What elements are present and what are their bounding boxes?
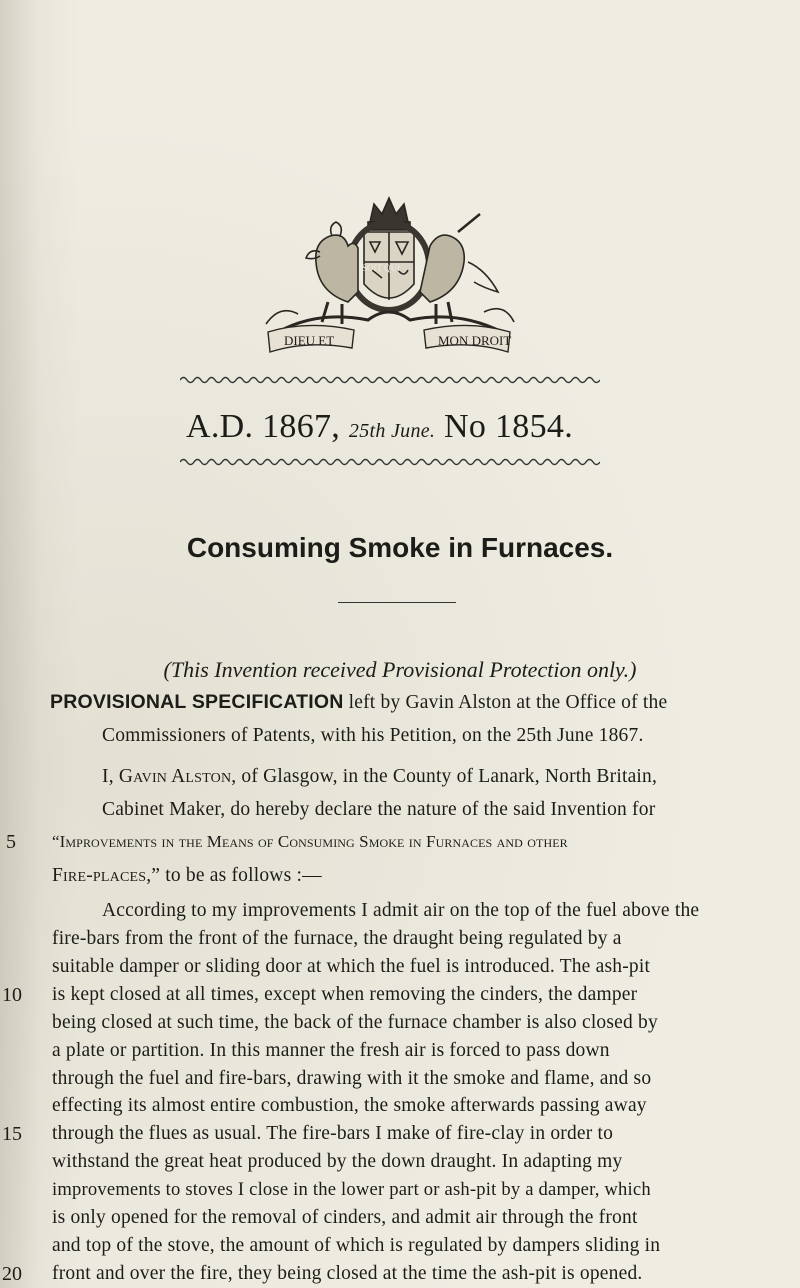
body-line: fire-bars from the front of the furnace, the draught being regulated by a	[52, 928, 622, 949]
body-line: and top of the stove, the amount of which is regulated by dampers sliding in	[52, 1235, 661, 1256]
body-line: effecting its almost entire combustion, the smoke afterwards passing away	[52, 1095, 647, 1116]
body-line: Commissioners of Patents, with his Petition, on the 25th June 1867.	[102, 725, 644, 746]
body-line: through the flues as usual. The fire-bars I make of fire-clay in order to	[52, 1123, 614, 1144]
wavy-rule-top	[180, 374, 600, 386]
body-line: is only opened for the removal of cinders, and admit air through the front	[52, 1207, 638, 1228]
patent-header	[186, 408, 616, 446]
body-line: suitable damper or sliding door at which the fuel is introduced. The ash-pit	[52, 956, 651, 977]
patent-year: A.D. 1867,	[186, 408, 341, 445]
body-line: improvements to stoves I close in the lower part or ash-pit by a damper, which	[52, 1179, 651, 1200]
body-line: is kept closed at all times, except when removing the cinders, the damper	[52, 984, 638, 1005]
provisional-notice: (This Invention received Provisional Protection only.)	[163, 657, 637, 682]
motto-left: DIEU ET	[284, 333, 335, 348]
wavy-rule-bottom	[180, 456, 600, 468]
line-number: 10	[2, 984, 22, 1006]
line-number: 5	[6, 831, 16, 853]
spec-heading: PROVISIONAL SPECIFICATION	[50, 691, 344, 713]
body-line: front and over the fire, they being closed at the time the ash-pit is opened.	[52, 1263, 643, 1284]
royal-coat-of-arms-icon	[258, 192, 520, 364]
body-line: Cabinet Maker, do hereby declare the nature of the said Invention for	[102, 799, 656, 820]
body-line: being closed at such time, the back of the furnace chamber is also closed by	[52, 1012, 658, 1033]
body-line: PROVISIONAL SPECIFICATION left by Gavin Alston at the Office of the	[50, 691, 668, 713]
body-line: through the fuel and fire-bars, drawing with it the smoke and flame, and so	[52, 1068, 652, 1089]
patent-date: 25th June.	[348, 420, 436, 442]
body-line: a plate or partition. In this manner the fresh air is forced to pass down	[52, 1040, 610, 1061]
page-title: Consuming Smoke in Furnaces.	[186, 532, 614, 563]
body-line: withstand the great heat produced by the down draught. In adapting my	[52, 1151, 623, 1172]
invention-title: “Improvements in the Means of Consuming Smoke in Furnaces and other	[52, 832, 568, 851]
line-number: 15	[2, 1123, 22, 1145]
body-line: Fire-places,” to be as follows :—	[52, 865, 322, 886]
divider	[338, 602, 456, 603]
line-number: 20	[2, 1263, 22, 1285]
inventor-name: Gavin Alston	[118, 766, 232, 787]
motto-center: SOIT QUI	[362, 263, 401, 273]
body-line: According to my improvements I admit air on the top of the fuel above the	[102, 900, 700, 921]
motto-right: MON DROIT	[438, 333, 512, 348]
patent-number: No 1854.	[444, 408, 574, 445]
body-line: I, Gavin Alston, of Glasgow, in the County of Lanark, North Britain,	[102, 766, 658, 787]
